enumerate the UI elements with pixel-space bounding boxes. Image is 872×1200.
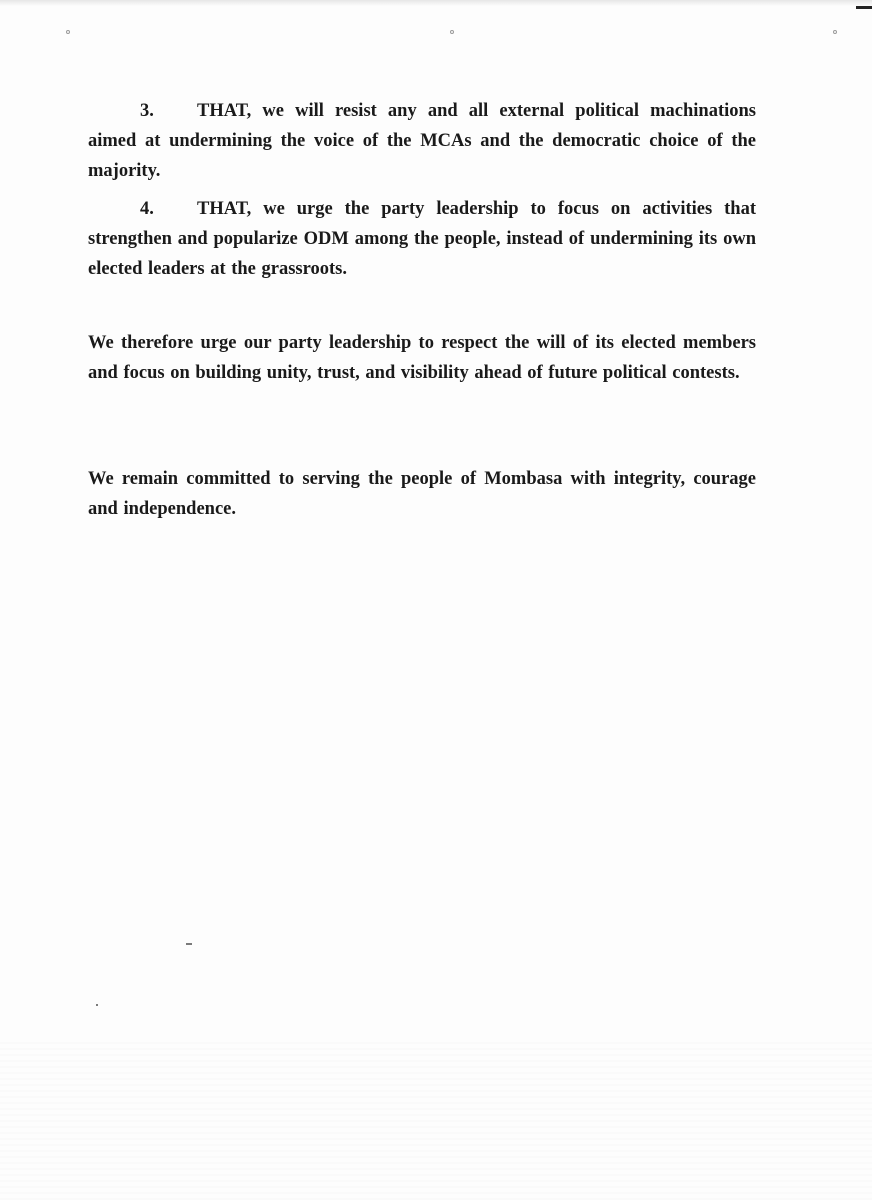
- clause-4: [88, 194, 756, 284]
- scan-texture: [0, 1040, 872, 1200]
- scan-top-edge: [0, 0, 872, 6]
- clause-text: THAT, we urge the party leadership to focus on activities that strengthen and popularize ODM among the people, instead of undermining its own elected leaders at the grassroots.: [88, 199, 756, 279]
- scan-mark: [96, 1004, 98, 1006]
- clause-number: 4.: [140, 199, 154, 219]
- closing-paragraph-urge: We therefore urge our party leadership to respect the will of its elected members and focus on building unity, trust, and visibility ahead of future political contests.: [88, 333, 756, 383]
- clause-text: THAT, we will resist any and all external political machinations aimed at undermining the voice of the MCAs and the democratic choice of the majority.: [88, 101, 756, 181]
- clause-number: 3.: [140, 101, 154, 121]
- scan-speck: [833, 30, 837, 34]
- scan-edge-mark: [856, 6, 872, 9]
- clause-3: [88, 96, 756, 186]
- scan-mark: [186, 943, 192, 945]
- closing-paragraph-commitment: We remain committed to serving the people of Mombasa with integrity, courage and independence.: [88, 469, 756, 519]
- scan-speck: [450, 30, 454, 34]
- scan-speck: [66, 30, 70, 34]
